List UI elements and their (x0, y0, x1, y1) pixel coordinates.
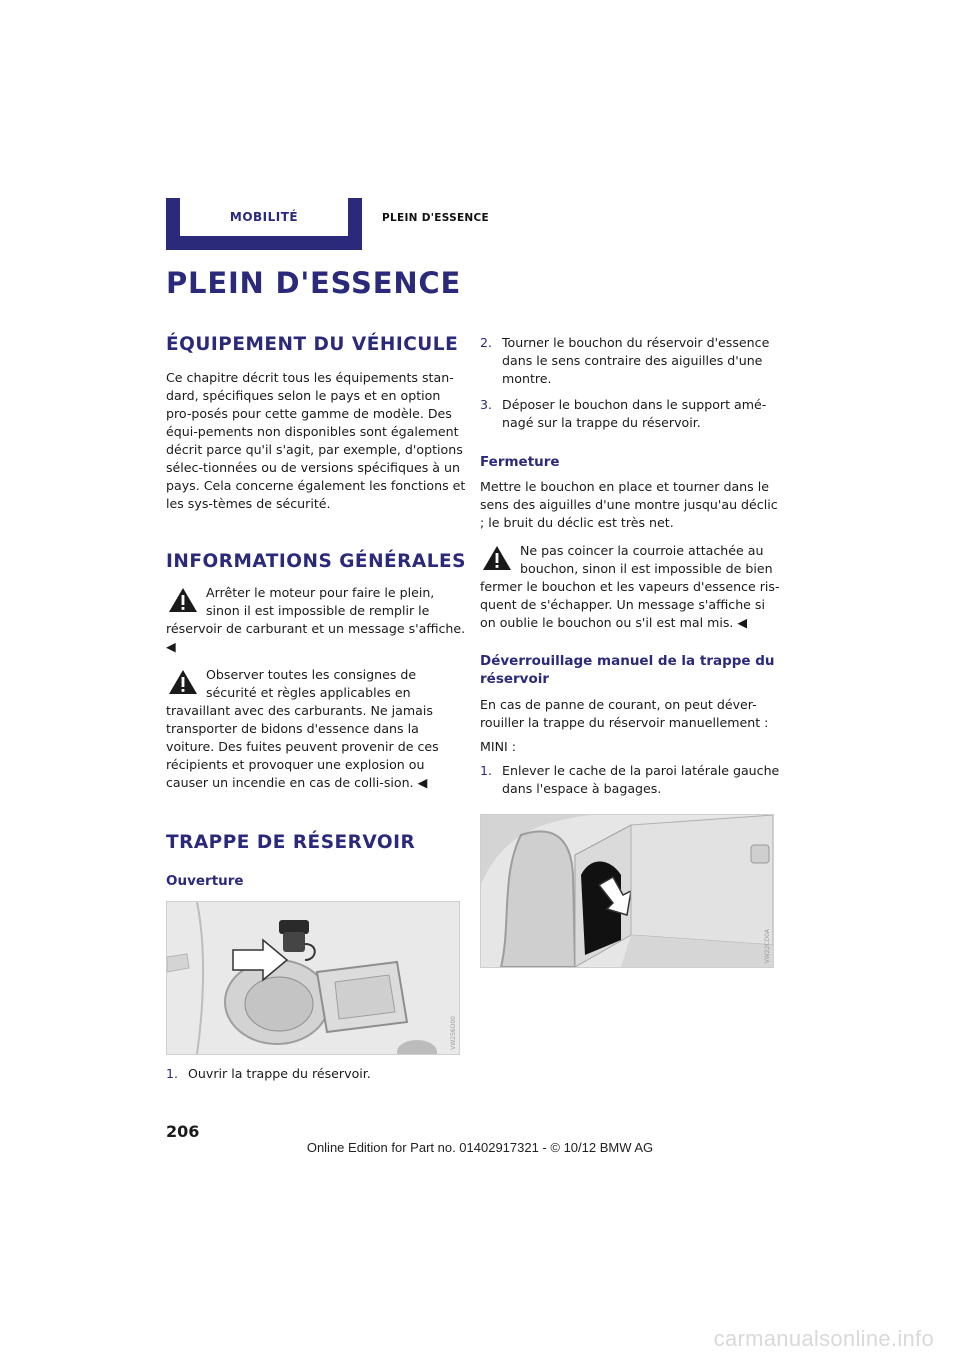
luggage-compartment-figure (480, 814, 774, 968)
equipement-text: Ce chapitre décrit tous les équipements stan-dard, spécifiques selon le pays et en option pro-posés pour cette gamme de modèle. Des équi-pements non disponibles sont également décrit parce qu'il s'agit, par exemple, d'options sélec-tionnées ou de versions spécifiques à un pays. Cela concerne également les fonctions et les sys-tèmes de sécurité. (166, 370, 466, 511)
list-number: 2. (480, 335, 493, 350)
ouverture-heading: Ouverture (166, 873, 244, 889)
left-column (166, 334, 466, 1083)
warning-icon (166, 585, 200, 615)
figure-code: VW22CD0A (764, 928, 771, 963)
informations-heading: INFORMATIONS GÉNÉRALES (166, 551, 466, 572)
list-number: 1. (480, 763, 493, 778)
fermeture-text: Mettre le bouchon en place et tourner dans le sens des aiguilles d'une montre jusqu'au déclic ; le bruit du déclic est très net. (480, 479, 778, 530)
right-column (480, 334, 780, 968)
luggage-compartment-illustration (481, 815, 773, 967)
page-title: PLEIN D'ESSENCE (166, 266, 462, 300)
warning-text: Arrêter le moteur pour faire le plein, sinon il est impossible de remplir le réservoir de carburant et un message s'affiche. ◀ (166, 585, 466, 654)
equipement-heading: ÉQUIPEMENT DU VÉHICULE (166, 334, 459, 355)
list-item (480, 396, 780, 432)
list-text: Déposer le bouchon dans le support amé-nagé sur la trappe du réservoir. (502, 397, 767, 430)
list-text: Tourner le bouchon du réservoir d'essence dans le sens contraire des aiguilles d'une montre. (502, 335, 770, 386)
warning-block (480, 542, 780, 632)
chapter-tab (166, 198, 362, 250)
figure-code: VW256D00 (450, 1016, 457, 1050)
list-number: 1. (166, 1066, 179, 1081)
warning-text: Observer toutes les consignes de sécurité et règles applicables en travaillant avec des carburants. Ne jamais transporter de bidons d'essence dans la voiture. Des fuites peuvent provenir de ces récipients et provoquer une explosion ou causer un incendie en cas de colli-sion. ◀ (166, 667, 439, 790)
chapter-tab-label: MOBILITÉ (180, 198, 348, 236)
warning-text: Ne pas coincer la courroie attachée au bouchon, sinon il est impossible de bien fermer le bouchon et les vapeurs d'essence ris-quent de s'échapper. Un message s'affiche si on oublie le bouchon ou s'il est mal mis. ◀ (480, 543, 780, 630)
page-number: 206 (166, 1122, 200, 1141)
watermark: carmanualsonline.info (713, 1326, 934, 1351)
fermeture-heading: Fermeture (480, 454, 560, 470)
warning-block (166, 666, 466, 792)
list-item (480, 762, 780, 798)
footer-edition: Online Edition for Part no. 01402917321 - © 10/12 BMW AG (306, 1140, 654, 1155)
list-number: 3. (480, 397, 493, 412)
section-label: PLEIN D'ESSENCE (382, 212, 490, 224)
fuel-flap-figure (166, 901, 460, 1055)
warning-icon (480, 543, 514, 573)
list-item (480, 334, 780, 388)
fuel-flap-illustration (167, 902, 459, 1054)
list-text: Enlever le cache de la paroi latérale gauche dans l'espace à bagages. (502, 763, 780, 796)
trappe-heading: TRAPPE DE RÉSERVOIR (166, 832, 416, 853)
warning-icon (166, 667, 200, 697)
deverrouillage-heading: Déverrouillage manuel de la trappe du réservoir (480, 653, 775, 687)
list-text: Ouvrir la trappe du réservoir. (188, 1066, 371, 1081)
list-item (166, 1065, 466, 1083)
model-label: MINI : (480, 739, 516, 754)
warning-block (166, 584, 466, 656)
deverrouillage-text: En cas de panne de courant, on peut déver-rouiller la trappe du réservoir manuellement : (480, 697, 769, 730)
